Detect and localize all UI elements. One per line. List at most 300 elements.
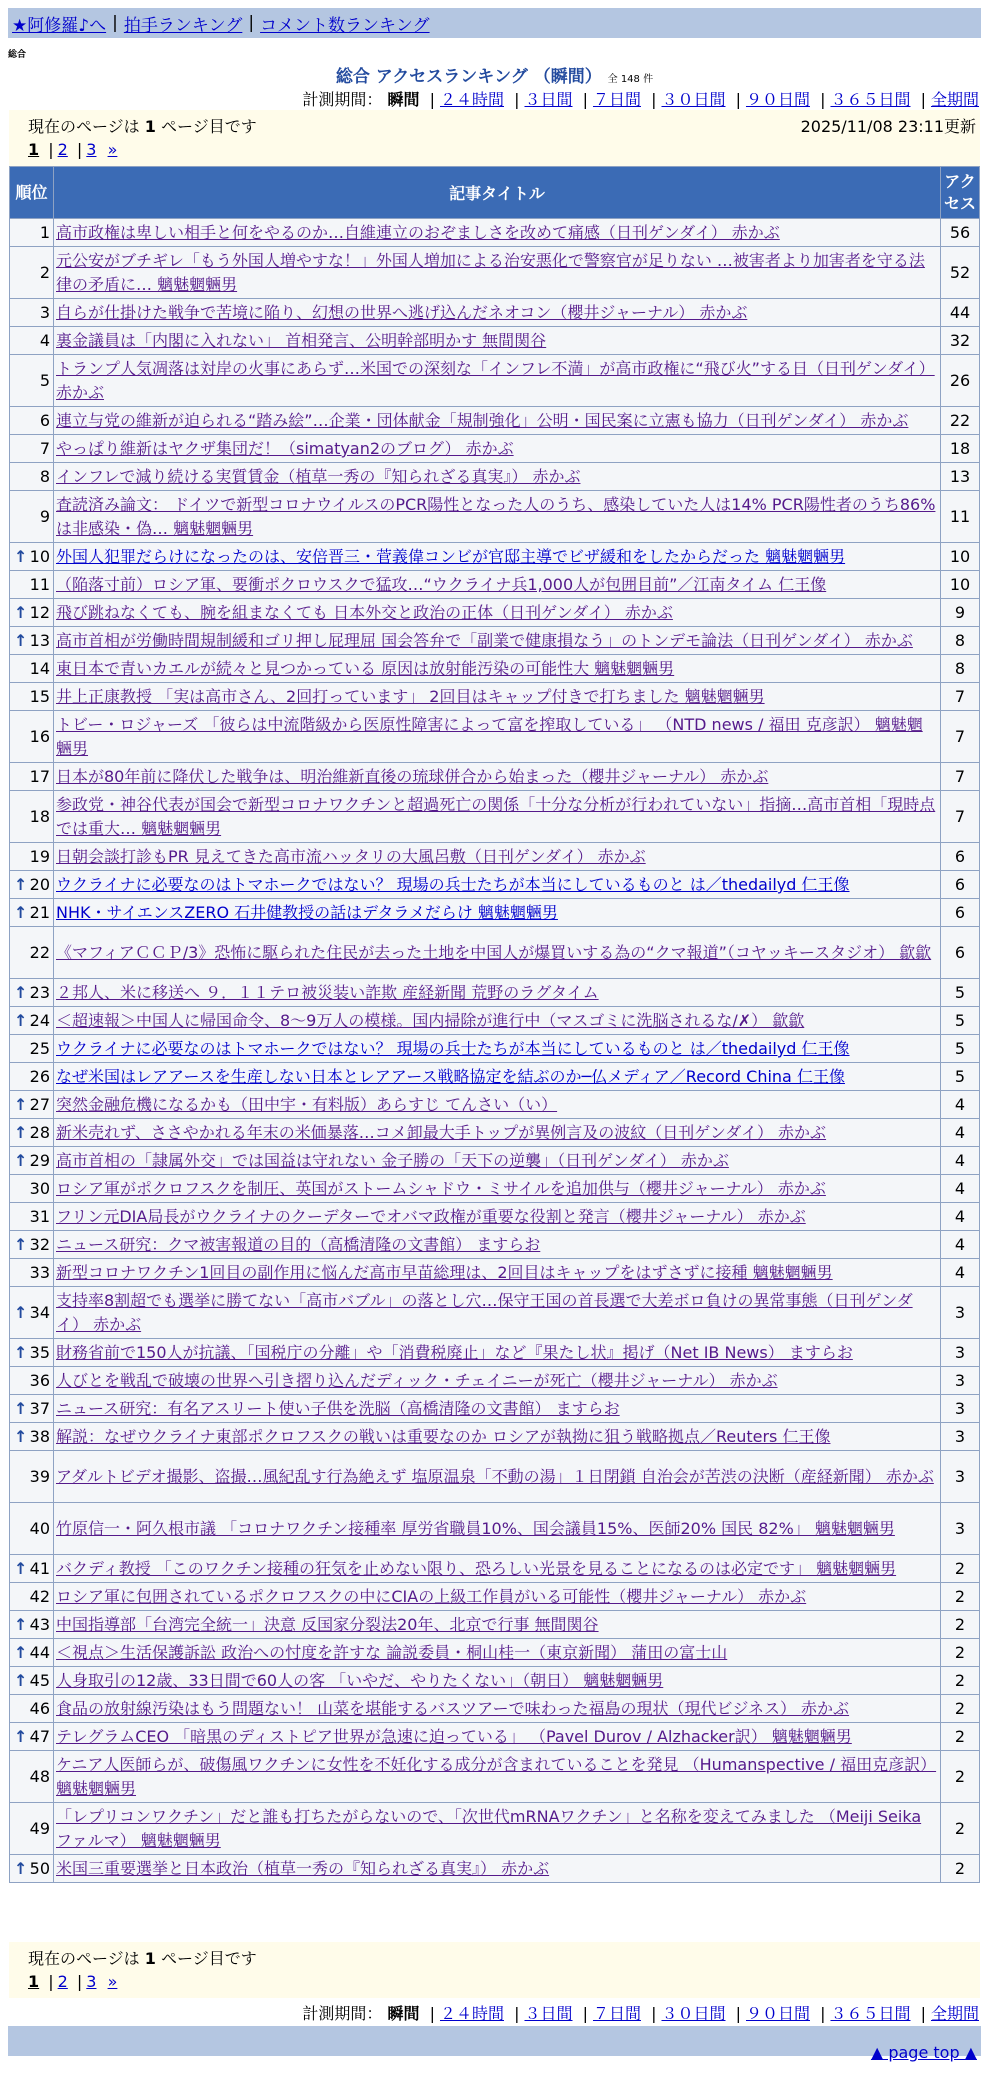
arrow-up-icon: ↑ [14, 1427, 28, 1446]
rank-number: 28 [29, 1123, 50, 1142]
rank-number: 44 [29, 1643, 50, 1662]
access-count: 13 [941, 463, 979, 490]
total-count: 全 148 件 [607, 74, 654, 85]
rank-cell [10, 1855, 53, 1882]
rank-cell [10, 219, 53, 246]
rank-cell [10, 247, 53, 298]
article-link[interactable]: ＜超速報＞中国人に帰国命令、8～9万人の模様。国内掃除が進行中（マスゴミに洗脳されるな/✗） 歙歙 [56, 1011, 805, 1030]
article-link[interactable]: 高市首相の「隷属外交」では国益は守れない 金子勝の「天下の逆襲」（日刊ゲンダイ） 赤かぶ [56, 1151, 729, 1170]
title-cell [54, 1855, 940, 1882]
rank-number: 5 [39, 370, 50, 390]
article-link[interactable]: 裏金議員は「内閣に入れない」 首相発言、公明幹部明かす 無間関谷 [56, 331, 547, 350]
access-count: 2 [941, 1583, 979, 1610]
rank-cell [10, 435, 53, 462]
page-info-bottom [9, 1942, 980, 1998]
article-link[interactable]: 東日本で青いカエルが続々と見つかっている 原因は放射能汚染の可能性大 魑魅魍魎男 [56, 659, 675, 678]
arrow-up-icon: ↑ [14, 631, 28, 650]
period-link-3d[interactable]: ３日間 [524, 90, 573, 109]
rank-number: 1 [39, 223, 50, 242]
rank-number: 19 [29, 847, 50, 866]
access-count: 5 [941, 1007, 979, 1034]
period-link-90d[interactable]: ９０日間 [745, 2004, 810, 2023]
current-page-text: 現在のページは 1 ページ目です [28, 117, 257, 136]
rank-number: 39 [29, 1466, 50, 1486]
rank-cell [10, 843, 53, 870]
access-count: 10 [941, 571, 979, 598]
access-count: 7 [941, 683, 979, 710]
arrow-up-icon: ↑ [14, 875, 28, 894]
table-row [10, 1503, 979, 1554]
article-link[interactable]: テレグラムCEO 「暗黒のディストピア世界が急速に迫っている」 （Pavel Durov / Alzhacker訳） 魑魅魍魎男 [56, 1727, 852, 1746]
rank-cell [10, 1751, 53, 1802]
table-row [10, 491, 979, 542]
title-cell [54, 1091, 940, 1118]
access-count: 11 [941, 491, 979, 542]
period-link-7d[interactable]: ７日間 [592, 90, 641, 109]
title-cell [54, 1395, 940, 1422]
rank-cell [10, 655, 53, 682]
rank-cell [10, 491, 53, 542]
table-row [10, 1339, 979, 1366]
access-count: 4 [941, 1119, 979, 1146]
rank-number: 11 [29, 575, 50, 594]
access-count: 9 [941, 599, 979, 626]
ranking-body [10, 219, 979, 1882]
rank-cell [10, 1503, 53, 1554]
rank-cell [10, 1339, 53, 1366]
title-cell [54, 1423, 940, 1450]
period-link-all[interactable]: 全期間 [930, 90, 979, 109]
rank-number: 45 [29, 1671, 50, 1690]
rank-cell [10, 1583, 53, 1610]
access-count: 2 [941, 1695, 979, 1722]
access-count: 2 [941, 1855, 979, 1882]
title-cell [54, 683, 940, 710]
article-link[interactable]: 中国指導部「台湾完全統一」決意 反国家分裂法20年、北京で行事 無間関谷 [56, 1615, 599, 1634]
table-row [10, 1723, 979, 1750]
arrow-up-icon: ↑ [14, 1302, 28, 1322]
rank-cell [10, 1723, 53, 1750]
pager-current: 1 [28, 140, 40, 159]
table-row [10, 627, 979, 654]
period-link-7d[interactable]: ７日間 [592, 2004, 641, 2023]
article-link[interactable]: ケニア人医師らが、破傷風ワクチンに女性を不妊化する成分が含まれていることを発見 （Humanspective / 福田克彦訳） 魑魅魍魎男 [56, 1754, 937, 1798]
rank-cell [10, 355, 53, 406]
access-count: 22 [941, 407, 979, 434]
page-title: 総合 アクセスランキング （瞬間） [335, 67, 602, 87]
arrow-up-icon: ↑ [14, 1559, 28, 1578]
pager-link-2[interactable]: 2 [57, 1972, 68, 1991]
rank-number: 32 [29, 1235, 50, 1254]
article-link[interactable]: 元公安がブチギレ「もう外国人増やすな！」外国人増加による治安悪化で警察官が足りない …被害者より加害者を守る法律の矛盾に… 魑魅魍魎男 [56, 250, 925, 294]
article-link[interactable]: アダルトビデオ撮影、盗撮…風紀乱す行為絶えず 塩原温泉「不動の湯」１日閉鎖 自治会が苦渋の決断（産経新聞） 赤かぶ [56, 1466, 934, 1486]
arrow-up-icon: ↑ [14, 1399, 28, 1418]
article-link[interactable]: やっぱり維新はヤクザ集団だ！（simatyan2のブログ） 赤かぶ [56, 439, 514, 458]
period-link-24h[interactable]: ２４時間 [439, 2004, 504, 2023]
access-count: 3 [941, 1503, 979, 1554]
access-count: 2 [941, 1667, 979, 1694]
article-link[interactable]: ロシア軍がポクロフスクを制圧、英国がストームシャドウ・ミサイルを追加供与（櫻井ジャーナル） 赤かぶ [56, 1179, 826, 1198]
rank-cell [10, 711, 53, 762]
table-row [10, 1855, 979, 1882]
bottom-bar [8, 2026, 981, 2056]
access-count: 6 [941, 899, 979, 926]
page-top-link[interactable]: ▲ page top ▲ [870, 2043, 977, 2062]
rank-number: 17 [29, 767, 50, 786]
rank-number: 37 [29, 1399, 50, 1418]
arrow-up-icon: ↑ [14, 1615, 28, 1634]
access-count: 4 [941, 1203, 979, 1230]
title-cell [54, 899, 940, 926]
rank-cell [10, 407, 53, 434]
rank-number: 36 [29, 1371, 50, 1390]
article-link[interactable]: 《マフィアＣＣＰ/3》恐怖に駆られた住民が去った土地を中国人が爆買いする為の“クマ報道”（コヤッキースタジオ） 歙歙 [56, 942, 932, 962]
arrow-up-icon: ↑ [14, 1151, 28, 1170]
access-count: 8 [941, 655, 979, 682]
rank-number: 8 [39, 467, 50, 486]
rank-cell [10, 1667, 53, 1694]
header-rank: 順位 [10, 167, 53, 218]
article-link[interactable]: 人びとを戦乱で破壊の世界へ引き摺り込んだディック・チェイニーが死亡（櫻井ジャーナル） 赤かぶ [56, 1371, 778, 1390]
period-selector-top: 計測期間： 瞬間 | ２４時間 | ３日間 | ７日間 | ３０日間 | ９０日間 | ３６５日間 | 全期間 [302, 90, 979, 109]
ranking-table [9, 166, 980, 1883]
rank-cell [10, 327, 53, 354]
rank-cell [10, 1451, 53, 1502]
rank-number: 24 [29, 1011, 50, 1030]
arrow-up-icon: ↑ [14, 1643, 28, 1662]
rank-cell [10, 1147, 53, 1174]
pager-next[interactable]: » [107, 1972, 118, 1991]
table-row [10, 1611, 979, 1638]
rank-number: 34 [29, 1302, 50, 1322]
title-cell [54, 655, 940, 682]
article-link[interactable]: トランプ人気凋落は対岸の火事にあらず…米国での深刻な「インフレ不満」が高市政権に“飛び火”する日（日刊ゲンダイ） 赤かぶ [56, 358, 935, 402]
article-link[interactable]: 解説：なぜウクライナ東部ポクロフスクの戦いは重要なのか ロシアが執拗に狙う戦略拠点／Reuters 仁王像 [56, 1427, 831, 1446]
access-count: 4 [941, 1091, 979, 1118]
rank-number: 15 [29, 687, 50, 706]
access-count: 3 [941, 1395, 979, 1422]
title-cell [54, 299, 940, 326]
arrow-up-icon: ↑ [14, 1123, 28, 1142]
access-count: 4 [941, 1231, 979, 1258]
rank-cell [10, 299, 53, 326]
table-row [10, 1395, 979, 1422]
rank-cell [10, 791, 53, 842]
title-cell [54, 1751, 940, 1802]
article-link[interactable]: 参政党・神谷代表が国会で新型コロナワクチンと超過死亡の関係「十分な分析が行われていない」指摘…高市首相「現時点では重大… 魑魅魍魎男 [56, 794, 936, 838]
table-row [10, 247, 979, 298]
access-count: 2 [941, 1751, 979, 1802]
article-link[interactable]: ロシア軍に包囲されているポクロフスクの中にCIAの上級工作員がいる可能性（櫻井ジャーナル） 赤かぶ [56, 1587, 807, 1606]
table-row [10, 571, 979, 598]
article-link[interactable]: 支持率8割超でも選挙に勝てない「高市バブル」の落とし穴…保守王国の首長選で大差ボロ負けの異常事態（日刊ゲンダイ） 赤かぶ [56, 1290, 913, 1334]
title-cell [54, 1175, 940, 1202]
title-cell [54, 355, 940, 406]
rank-number: 31 [29, 1207, 50, 1226]
article-link[interactable]: トビー・ロジャーズ 「彼らは中流階級から医原性障害によって富を搾取している」 （NTD news / 福田 克彦訳） 魑魅魍魎男 [56, 714, 923, 758]
title-cell [54, 1723, 940, 1750]
access-count: 3 [941, 1339, 979, 1366]
arrow-up-icon: ↑ [14, 903, 28, 922]
rank-number: 48 [29, 1766, 50, 1786]
title-cell [54, 763, 940, 790]
arrow-up-icon: ↑ [14, 1343, 28, 1362]
article-link[interactable]: バクディ教授 「このワクチン接種の狂気を止めない限り、恐ろしい光景を見ることになるのは必定です」 魑魅魍魎男 [56, 1559, 897, 1578]
rank-number: 23 [29, 983, 50, 1002]
article-link[interactable]: 外国人犯罪だらけになったのは、安倍晋三・菅義偉コンビが官邸主導でビザ緩和をしたからだった 魑魅魍魎男 [56, 547, 846, 566]
access-count: 32 [941, 327, 979, 354]
category-label: 総合 [8, 50, 27, 60]
rank-number: 40 [29, 1518, 50, 1538]
pager-link-3[interactable]: 3 [86, 1972, 97, 1991]
arrow-up-icon: ↑ [14, 1011, 28, 1030]
rank-cell [10, 543, 53, 570]
access-count: 4 [941, 1147, 979, 1174]
rank-cell [10, 899, 53, 926]
nav-link-asyura[interactable]: ★阿修羅♪へ [12, 15, 107, 36]
period-link-24h[interactable]: ２４時間 [439, 90, 504, 109]
table-row [10, 1063, 979, 1090]
title-cell [54, 1231, 940, 1258]
header-title: 記事タイトル [54, 167, 940, 218]
title-cell [54, 1007, 940, 1034]
rank-cell [10, 1639, 53, 1666]
period-link-30d[interactable]: ３０日間 [661, 2004, 726, 2023]
arrow-up-icon: ↑ [14, 1095, 28, 1114]
table-row [10, 1231, 979, 1258]
title-cell [54, 1035, 940, 1062]
rank-number: 9 [39, 506, 50, 526]
article-link[interactable]: 日本が80年前に降伏した戦争は、明治維新直後の琉球併合から始まった（櫻井ジャーナル） 赤かぶ [56, 767, 769, 786]
table-row [10, 1203, 979, 1230]
article-link[interactable]: ウクライナに必要なのはトマホークではない？ 現場の兵士たちが本当にしているものと は／thedailyd 仁王像 [56, 875, 850, 894]
title-cell [54, 871, 940, 898]
title-cell [54, 1367, 940, 1394]
access-count: 26 [941, 355, 979, 406]
access-count: 18 [941, 435, 979, 462]
rank-number: 26 [29, 1067, 50, 1086]
table-row [10, 1667, 979, 1694]
period-current: 瞬間 [387, 2004, 420, 2023]
rank-number: 46 [29, 1699, 50, 1718]
article-link[interactable]: NHK・サイエンスZERO 石井健教授の話はデタラメだらけ 魑魅魍魎男 [56, 903, 558, 922]
rank-number: 22 [29, 942, 50, 962]
pager-next[interactable]: » [107, 140, 118, 159]
rank-cell [10, 1231, 53, 1258]
rank-number: 49 [29, 1818, 50, 1838]
title-cell [54, 1147, 940, 1174]
table-row [10, 219, 979, 246]
title-cell [54, 1259, 940, 1286]
rank-number: 18 [29, 806, 50, 826]
title-cell [54, 571, 940, 598]
title-cell [54, 1503, 940, 1554]
article-link[interactable]: 連立与党の維新が迫られる“踏み絵”…企業・団体献金「規制強化」公明・国民案に立憲も協力（日刊ゲンダイ） 赤かぶ [56, 411, 909, 430]
period-link-all[interactable]: 全期間 [930, 2004, 979, 2023]
access-count: 5 [941, 979, 979, 1006]
rank-cell [10, 1555, 53, 1582]
nav-separator: | [248, 13, 255, 33]
table-row [10, 1287, 979, 1338]
rank-cell [10, 1259, 53, 1286]
pager-link-3[interactable]: 3 [86, 140, 97, 159]
title-cell [54, 927, 940, 978]
title-cell [54, 463, 940, 490]
title-cell [54, 491, 940, 542]
access-count: 7 [941, 763, 979, 790]
rank-cell [10, 1367, 53, 1394]
rank-cell [10, 1063, 53, 1090]
title-cell [54, 1203, 940, 1230]
access-count: 6 [941, 843, 979, 870]
rank-number: 29 [29, 1151, 50, 1170]
table-row [10, 1175, 979, 1202]
rank-cell [10, 979, 53, 1006]
table-row [10, 1007, 979, 1034]
table-row [10, 1259, 979, 1286]
rank-number: 38 [29, 1427, 50, 1446]
table-row [10, 1423, 979, 1450]
rank-cell [10, 599, 53, 626]
period-link-365d[interactable]: ３６５日間 [830, 90, 911, 109]
article-link[interactable]: 「レプリコンワクチン」だと誰も打ちたがらないので、「次世代mRNAワクチン」と名称を変えてみました （Meiji Seika ファルマ） 魑魅魍魎男 [56, 1806, 922, 1850]
title-cell [54, 791, 940, 842]
title-cell [54, 407, 940, 434]
period-label: 計測期間： [302, 2004, 383, 2023]
rank-cell [10, 683, 53, 710]
article-link[interactable]: 井上正康教授 「実は高市さん、2回打っています」 2回目はキャップ付きで打ちました 魑魅魍魎男 [56, 687, 765, 706]
rank-cell [10, 1803, 53, 1854]
current-page-text: 現在のページは 1 ページ目です [28, 1949, 257, 1968]
pager-link-2[interactable]: 2 [57, 140, 68, 159]
table-row [10, 355, 979, 406]
article-link[interactable]: 日朝会談打診もPR 見えてきた高市流ハッタリの大風呂敷（日刊ゲンダイ） 赤かぶ [56, 847, 646, 866]
table-row [10, 899, 979, 926]
article-link[interactable]: （陥落寸前）ロシア軍、要衝ポクロウスクで猛攻…“ウクライナ兵1,000人が包囲目前”／江南タイム 仁王像 [56, 575, 827, 594]
article-link[interactable]: 高市首相が労働時間規制緩和ゴリ押し屁理屈 国会答弁で「副業で健康損なう」のトンデモ論法（日刊ゲンダイ） 赤かぶ [56, 631, 913, 650]
page-info-top [9, 110, 980, 166]
table-row [10, 927, 979, 978]
article-link[interactable]: ２邦人、米に移送へ ９．１１テロ被災装い詐欺 産経新聞 荒野のラグタイム [56, 983, 599, 1002]
title-cell [54, 1611, 940, 1638]
rank-cell [10, 871, 53, 898]
table-row [10, 763, 979, 790]
pager-current: 1 [28, 1972, 40, 1991]
access-count: 6 [941, 927, 979, 978]
period-link-365d[interactable]: ３６５日間 [830, 2004, 911, 2023]
arrow-up-icon: ↑ [14, 1671, 28, 1690]
rank-number: 21 [29, 903, 50, 922]
period-link-3d[interactable]: ３日間 [524, 2004, 573, 2023]
rank-number: 20 [29, 875, 50, 894]
rank-number: 35 [29, 1343, 50, 1362]
article-link[interactable]: フリン元DIA局長がウクライナのクーデターでオバマ政権が重要な役割と発言（櫻井ジャーナル） 赤かぶ [56, 1207, 806, 1226]
article-link[interactable]: 人身取引の12歳、33日間で60人の客 「いやだ、やりたくない」（朝日） 魑魅魍魎男 [56, 1671, 664, 1690]
title-cell [54, 979, 940, 1006]
access-count: 52 [941, 247, 979, 298]
page-title-block [0, 62, 989, 87]
period-link-30d[interactable]: ３０日間 [661, 90, 726, 109]
article-link[interactable]: ニュース研究：有名アスリート使い子供を洗脳（高橋清隆の文書館） ますらお [56, 1399, 620, 1418]
article-link[interactable]: 査読済み論文： ドイツで新型コロナウイルスのPCR陽性となった人のうち、感染していた人は14% PCR陽性者のうち86%は非感染・偽… 魑魅魍魎男 [56, 494, 936, 538]
updated-timestamp: 2025/11/08 23:11更新 [800, 117, 976, 136]
article-link[interactable]: ＜視点＞生活保護訴訟 政治への忖度を許すな 論説委員・桐山桂一（東京新聞） 蒲田の富士山 [56, 1643, 728, 1662]
article-link[interactable]: ニュース研究：クマ被害報道の目的（高橋清隆の文書館） ますらお [56, 1235, 541, 1254]
table-row [10, 655, 979, 682]
article-link[interactable]: 新米売れず、ささやかれる年末の米価暴落…コメ卸最大手トップが異例言及の波紋（日刊ゲンダイ） 赤かぶ [56, 1123, 827, 1142]
article-link[interactable]: 食品の放射線汚染はもう問題ない！ 山菜を堪能するバスツアーで味わった福島の現状（現代ビジネス） 赤かぶ [56, 1699, 850, 1718]
title-cell [54, 599, 940, 626]
table-row [10, 1119, 979, 1146]
article-link[interactable]: インフレで減り続ける実質賃金（植草一秀の『知られざる真実』） 赤かぶ [56, 467, 581, 486]
arrow-up-icon: ↑ [14, 603, 28, 622]
article-link[interactable]: 米国三重要選挙と日本政治（植草一秀の『知られざる真実』） 赤かぶ [56, 1859, 550, 1878]
table-row [10, 599, 979, 626]
rank-number: 10 [29, 547, 50, 566]
rank-cell [10, 1611, 53, 1638]
rank-number: 6 [39, 411, 50, 430]
title-cell [54, 1667, 940, 1694]
table-row [10, 871, 979, 898]
rank-cell [10, 927, 53, 978]
article-link[interactable]: 飛び跳ねなくても、腕を組まなくても 日本外交と政治の正体（日刊ゲンダイ） 赤かぶ [56, 603, 673, 622]
arrow-up-icon: ↑ [14, 1727, 28, 1746]
nav-separator: | [112, 13, 118, 33]
nav-link-applause-ranking[interactable]: 拍手ランキング [123, 15, 243, 36]
rank-number: 50 [29, 1859, 50, 1878]
table-row [10, 1451, 979, 1502]
period-link-90d[interactable]: ９０日間 [745, 90, 810, 109]
table-row [10, 791, 979, 842]
table-row [10, 1035, 979, 1062]
table-row [10, 979, 979, 1006]
title-cell [54, 327, 940, 354]
title-cell [54, 219, 940, 246]
article-link[interactable]: 竹原信一・阿久根市議 「コロナワクチン接種率 厚労省職員10%、国会議員15%、医師20% 国民 82%」 魑魅魍魎男 [56, 1518, 895, 1538]
access-count: 2 [941, 1639, 979, 1666]
table-row [10, 1583, 979, 1610]
table-row [10, 683, 979, 710]
title-cell [54, 543, 940, 570]
table-row [10, 463, 979, 490]
article-link[interactable]: 自らが仕掛けた戦争で苦境に陥り、幻想の世界へ逃げ込んだネオコン（櫻井ジャーナル） 赤かぶ [56, 303, 748, 322]
nav-link-comment-ranking[interactable]: コメント数ランキング [260, 15, 430, 36]
rank-cell [10, 1091, 53, 1118]
article-link[interactable]: ウクライナに必要なのはトマホークではない？ 現場の兵士たちが本当にしているものと は／thedailyd 仁王像 [56, 1039, 850, 1058]
rank-cell [10, 1007, 53, 1034]
article-link[interactable]: 財務省前で150人が抗議、「国税庁の分離」や「消費税廃止」など『果たし状』掲げ（Net IB News） ますらお [56, 1343, 853, 1362]
rank-number: 30 [29, 1179, 50, 1198]
table-row [10, 1091, 979, 1118]
title-cell [54, 1287, 940, 1338]
article-link[interactable]: 突然金融危機になるかも（田中宇・有料版）あらすじ てんさい（い） [56, 1095, 558, 1114]
table-row [10, 1751, 979, 1802]
article-link[interactable]: なぜ米国はレアアースを生産しない日本とレアアース戦略協定を結ぶのか─仏メディア／Record China 仁王像 [56, 1067, 845, 1086]
rank-number: 13 [29, 631, 50, 650]
title-cell [54, 711, 940, 762]
rank-number: 42 [29, 1587, 50, 1606]
rank-cell [10, 1287, 53, 1338]
access-count: 4 [941, 1259, 979, 1286]
access-count: 5 [941, 1063, 979, 1090]
header-access: アクセス [941, 167, 979, 218]
rank-cell [10, 1035, 53, 1062]
title-cell [54, 1639, 940, 1666]
title-cell [54, 1063, 940, 1090]
article-link[interactable]: 高市政権は卑しい相手と何をやるのか…自維連立のおぞましさを改めて痛感（日刊ゲンダイ） 赤かぶ [56, 223, 780, 242]
article-link[interactable]: 新型コロナワクチン1回目の副作用に悩んだ高市早苗総理は、2回目はキャップをはずさずに接種 魑魅魍魎男 [56, 1263, 833, 1282]
table-row [10, 327, 979, 354]
